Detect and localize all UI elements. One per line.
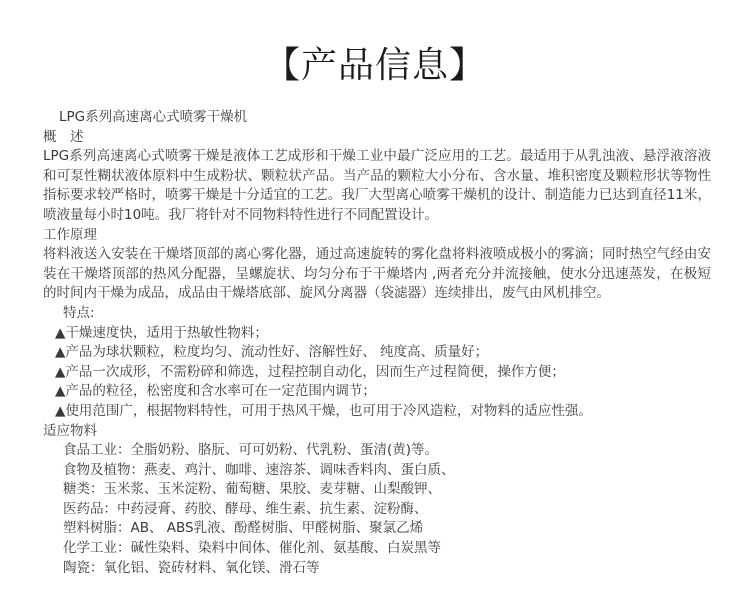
- material-item: 医药品：中药浸膏、药胶、酵母、维生素、抗生素、淀粉酶、: [63, 500, 428, 517]
- material-item: 糖类：玉米浆、玉米淀粉、葡萄糖、果胶、麦芽糖、山梨酸钾、: [63, 481, 441, 498]
- material-item: 化学工业：碱性染料、染料中间体、催化剂、氨基酸、白炭黑等: [63, 540, 441, 557]
- feature-item: ▲产品一次成形，不需粉碎和筛选，过程控制自动化，因而生产过程简便，操作方便；: [55, 363, 565, 380]
- product-name: LPG系列高速离心式喷雾干燥机: [59, 109, 248, 125]
- materials-heading: 适应物料: [43, 422, 97, 439]
- principle-text: 将料液送入安装在干燥塔顶部的离心雾化器，通过高速旋转的雾化盘将料液喷成极小的雾滴；同时热空气经由安装在干燥塔顶部的热风分配器，呈螺旋状、均匀分布于干燥塔内 ,两者充分并流接触，使水分迅速蒸发，在极短的时间内干燥为成品，成品由干燥塔底部、旋风分离器（袋滤器）连续排出，废气由风机排空。: [43, 246, 711, 302]
- material-item: 陶瓷：氧化铝、瓷砖材料、氧化镁、滑石等: [63, 559, 320, 576]
- principle-heading: 工作原理: [43, 226, 97, 243]
- product-description: [43, 108, 711, 578]
- features-heading: 特点:: [63, 304, 95, 321]
- overview-text: LPG系列高速离心式喷雾干燥是液体工艺成形和干燥工业中最广泛应用的工艺。最适用于从乳浊液、悬浮液溶液和可泵性糊状液体原料中生成粉状、颗粒状产品。当产品的颗粒大小分布、含水量、堆积密度及颗粒形状等物性指标要求较严格时，喷雾干燥是十分适宜的工艺。我厂大型离心喷雾干燥机的设计、制造能力已达到直径11米，喷液量每小时10吨。我厂将针对不同物料特性进行不同配置设计。: [43, 148, 711, 223]
- feature-item: ▲使用范围广，根据物料特性，可用于热风干燥，也可用于冷风造粒，对物料的适应性强。: [55, 402, 592, 419]
- feature-item: ▲产品的粒径，松密度和含水率可在一定范围内调节；: [55, 383, 376, 400]
- page-title: 【产品信息】: [263, 45, 486, 86]
- material-item: 塑料树脂：AB、 ABS乳液、酚醛树脂、甲醛树脂、聚氯乙烯: [63, 520, 424, 537]
- material-item: 食品工业：全脂奶粉、胳朊、可可奶粉、代乳粉、蛋清(黄)等。: [63, 442, 439, 459]
- overview-heading: 概 述: [43, 128, 84, 145]
- material-item: 食物及植物：燕麦、鸡汁、咖啡、速溶茶、调味香料肉、蛋白质、: [63, 461, 455, 478]
- feature-item: ▲产品为球状颗粒，粒度均匀、流动性好、溶解性好、 纯度高、质量好；: [55, 344, 489, 361]
- feature-item: ▲干燥速度快，适用于热敏性物料；: [55, 324, 268, 341]
